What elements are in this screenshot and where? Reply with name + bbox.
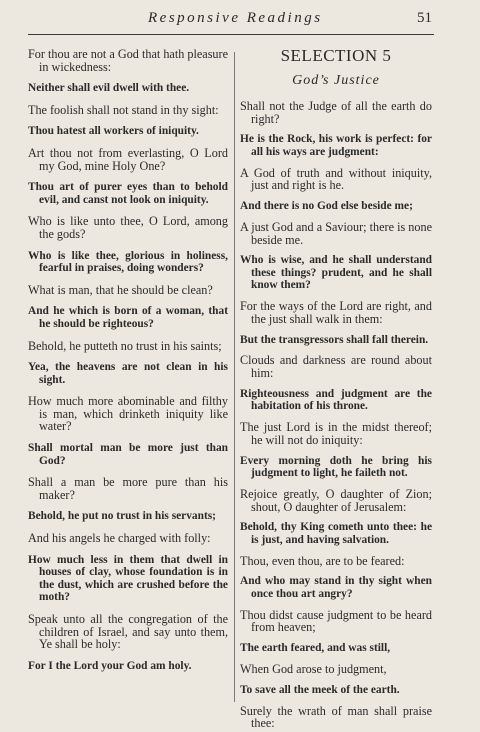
verse: Behold, he put no trust in his servants; [28,510,216,523]
selection-title: SELECTION 5 [280,46,392,65]
verse: To save all the meek of the earth. [240,683,400,696]
verse: Shall mortal man be more just than God? [28,442,228,467]
verse: Neither shall evil dwell with thee. [28,82,190,95]
right-verses [240,100,432,730]
verse: Righteousness and judgment are the habitation of his throne. [240,387,432,413]
verse: Behold, he putteth no trust in his saints; [28,338,222,353]
verse: Art thou not from everlasting, O Lord my God, mine Holy One? [28,145,228,173]
verse: Who is wise, and he shall understand these things? prudent, and he shall know them? [240,254,432,292]
verse: Thou art of purer eyes than to behold evil, and canst not look on iniquity. [28,181,228,206]
verse: A God of truth and without iniquity, just and right is he. [240,165,432,193]
verse: Behold, thy King cometh unto thee: he is just, and having salvation. [240,521,432,546]
page-header [28,10,436,32]
verse: For I the Lord your God am holy. [28,659,192,672]
verse: Shall not the Judge of all the earth do right? [240,99,432,126]
verse: For the ways of the Lord are right, and the just shall walk in them: [240,299,432,326]
verse: Who is like thee, glorious in holiness, fearful in praises, doing wonders? [28,249,228,275]
page-number: 51 [417,10,432,26]
verse: And who may stand in thy sight when once thou art angry? [240,575,432,601]
verse: Thou, even thou, are to be feared: [240,553,405,568]
verse: Thou hatest all workers of iniquity. [28,125,199,138]
verse: Speak unto all the congregation of the children of Israel, and say unto them, Ye shall be holy: [28,612,228,652]
verse: Clouds and darkness are round about him: [240,353,432,380]
verse: The earth feared, and was still, [240,642,391,655]
verse: Surely the wrath of man shall praise thee: [240,703,432,731]
running-title: Responsive Readings [148,10,323,26]
verse: But the transgressors shall fall therein. [240,333,429,346]
column-divider [234,52,235,702]
right-column [240,46,432,730]
verse: The foolish shall not stand in thy sight: [28,102,219,117]
verse: Every morning doth he bring his judgment to light, he faileth not. [240,454,432,480]
verse: Who is like unto thee, O Lord, among the gods? [28,214,228,241]
selection-subtitle: God’s Justice [292,73,380,88]
header-rule [28,34,434,35]
verse: What is man, that he should be clean? [28,282,213,297]
verse: And his angels he charged with folly: [28,531,211,546]
verse: How much more abominable and filthy is man, which drinketh iniquity like water? [28,394,228,434]
verse: For thou are not a God that hath pleasure in wickedness: [28,47,228,74]
verse: A just God and a Saviour; there is none beside me. [240,219,432,247]
verse: Rejoice greatly, O daughter of Zion; shout, O daughter of Jerusalem: [240,486,432,514]
verse: Thou didst cause judgment to be heard from heaven; [240,607,432,635]
verse: And there is no God else beside me; [240,200,413,213]
verse: When God arose to judgment, [240,661,387,676]
verse: Yea, the heavens are not clean in his sight. [28,361,228,386]
verse: How much less in them that dwell in houses of clay, whose foundation is in the dust, which are crushed before the moth? [28,553,228,604]
verse: He is the Rock, his work is perfect: for all his ways are judgment: [240,133,432,158]
verse: Shall a man be more pure than his maker? [28,475,228,502]
left-column [28,46,228,672]
verse: And he which is born of a woman, that he should be righteous? [28,305,228,330]
verse: The just Lord is in the midst thereof; he will not do iniquity: [240,420,432,447]
